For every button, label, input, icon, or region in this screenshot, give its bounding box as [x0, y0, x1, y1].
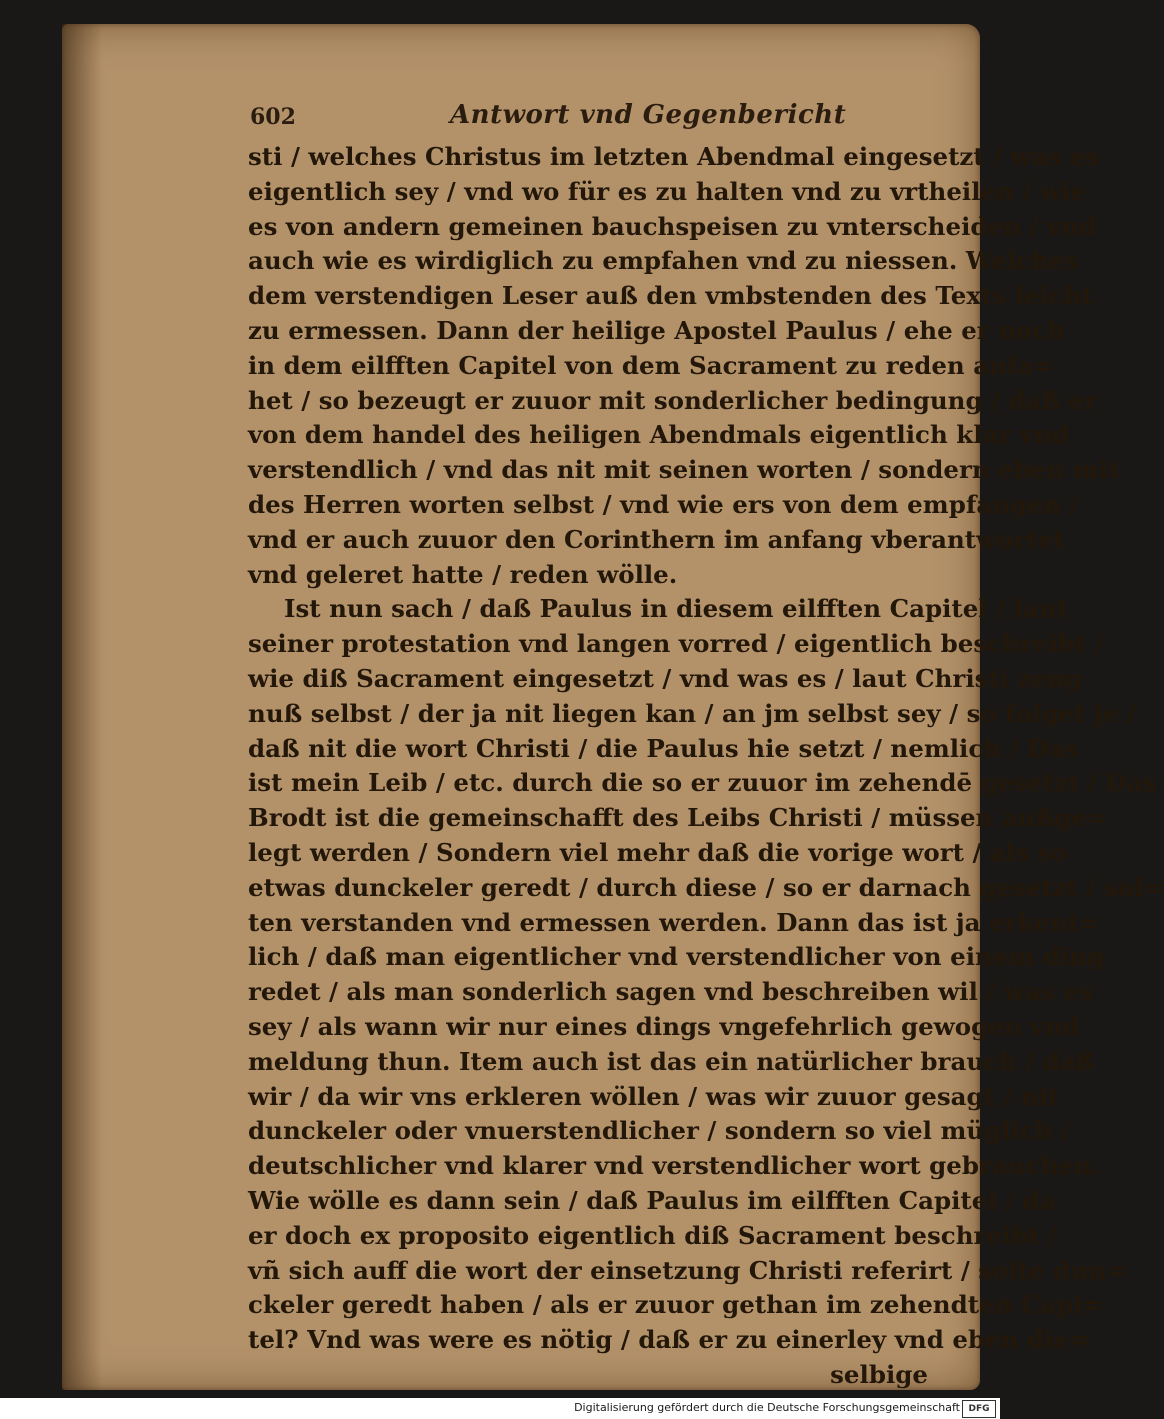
book-page — [62, 24, 1164, 1390]
text-line: vnd er auch zuuor den Corinthern im anfang vberantwortet — [248, 524, 1065, 554]
dfg-logo-icon: DFG — [962, 1400, 996, 1418]
text-line: legt werden / Sondern viel mehr daß die vorige wort / als so — [248, 837, 1068, 867]
page-header — [250, 100, 930, 140]
text-line: ist mein Leib / etc. durch die so er zuuor im zehendē gesetzt / Das — [248, 768, 1157, 798]
text-line: etwas dunckeler geredt / durch diese / so er darnach gesetzt / sol= — [248, 872, 1164, 902]
text-line: dem verstendigen Leser auß den vmbstenden des Texts leicht — [248, 281, 1093, 311]
text-line: zu ermessen. Dann der heilige Apostel Paulus / ehe er noch — [248, 315, 1066, 345]
text-line: meldung thun. Item auch ist das ein natürlicher brauch / daß — [248, 1046, 1095, 1076]
text-line: het / so bezeugt er zuuor mit sonderlicher bedingung / daß er — [248, 385, 1098, 415]
text-line: lich / daß man eigentlicher vnd verstendlicher von einem ding — [248, 942, 1105, 972]
text-line: eigentlich sey / vnd wo für es zu halten vnd zu vrtheilen / wie — [248, 176, 1086, 206]
text-line: ten verstanden vnd ermessen werden. Dann das ist ja erkent= — [248, 907, 1100, 937]
page-number: 602 — [250, 104, 296, 130]
text-line: vnd geleret hatte / reden wölle. — [248, 559, 678, 589]
text-line: auch wie es wirdiglich zu empfahen vnd zu niessen. Welches — [248, 246, 1079, 276]
text-line: in dem eilfften Capitel von dem Sacrament zu reden anfa= — [248, 350, 1054, 380]
text-line: wir / da wir vns erkleren wöllen / was wir zuuor gesagt / nit — [248, 1081, 1060, 1111]
text-line: verstendlich / vnd das nit mit seinen worten / sondern eben mit — [248, 455, 1120, 485]
text-line: daß nit die wort Christi / die Paulus hie setzt / nemlich / Das — [248, 733, 1079, 763]
text-line: er doch ex proposito eigentlich diß Sacrament beschreibt / — [248, 1220, 1058, 1250]
digitization-footer — [0, 1398, 1000, 1419]
text-line: ckeler geredt haben / als er zuuor gethan im zehendten Capi= — [248, 1290, 1104, 1320]
text-line: Ist nun sach / daß Paulus in diesem eilfften Capitel / laut — [284, 594, 1068, 624]
funding-credit: Digitalisierung gefördert durch die Deutsche Forschungsgemeinschaft — [574, 1401, 960, 1414]
text-line: deutschlicher vnd klarer vnd verstendlicher wort gebrauchen. — [248, 1151, 1101, 1181]
text-line: selbige — [830, 1359, 928, 1389]
text-line: seiner protestation vnd langen vorred / eigentlich beschreibt / — [248, 629, 1104, 659]
running-title: Antwort vnd Gegenbericht — [450, 100, 847, 130]
text-line: wie diß Sacrament eingesetzt / vnd was es / laut Christi zeug — [248, 663, 1083, 693]
text-line: dunckeler oder vnuerstendlicher / sondern so viel müglich / — [248, 1116, 1071, 1146]
text-line: tel? Vnd was were es nötig / daß er zu einerley vnd eben die= — [248, 1325, 1090, 1355]
text-line: sti / welches Christus im letzten Abendmal eingesetzt / was es — [248, 142, 1100, 171]
body-text — [248, 140, 1164, 1393]
text-line: Brodt ist die gemeinschafft des Leibs Christi / müssen außge= — [248, 803, 1108, 833]
text-line: des Herren worten selbst / vnd wie ers von dem empfangen / — [248, 489, 1079, 519]
text-line: es von andern gemeinen bauchspeisen zu vnterscheiden / vnd — [248, 211, 1097, 241]
text-line: vñ sich auff die wort der einsetzung Christi referirt / solte dun= — [248, 1255, 1127, 1285]
text-line: redet / als man sonderlich sagen vnd beschreiben wil / was es — [248, 977, 1093, 1007]
text-line: sey / als wann wir nur eines dings vngefehrlich gewogen vnd — [248, 1011, 1080, 1041]
text-line: Wie wölle es dann sein / daß Paulus im eilfften Capitel / da — [248, 1185, 1056, 1215]
text-line: nuß selbst / der ja nit liegen kan / an jm selbst sey / so folget je / — [248, 698, 1136, 728]
text-line: von dem handel des heiligen Abendmals eigentlich klar vnd — [248, 420, 1070, 450]
